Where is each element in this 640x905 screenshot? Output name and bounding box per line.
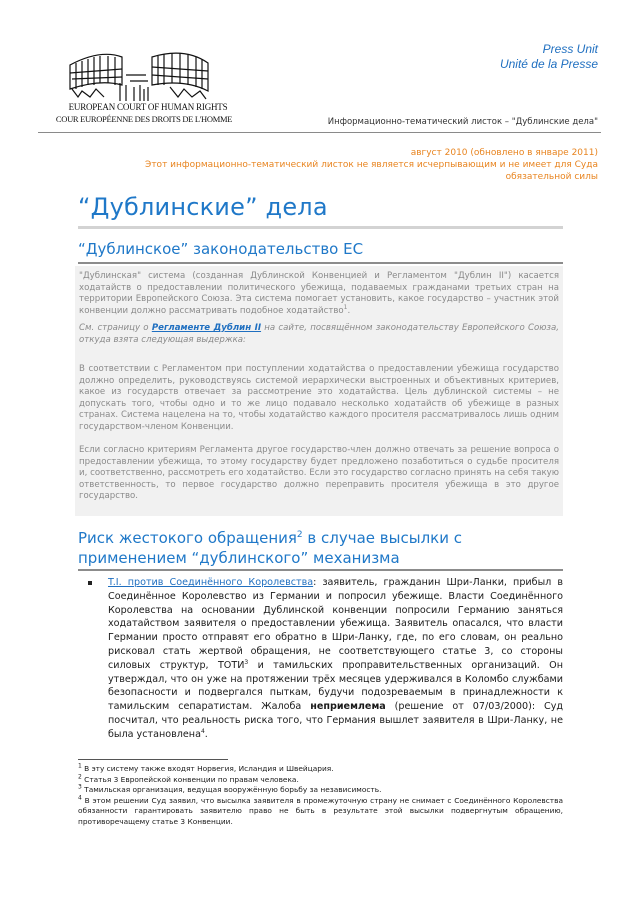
footnote-divider (78, 759, 228, 760)
case-link-ti-v-uk[interactable]: T.I. против Соединённого Королевства (108, 577, 314, 588)
footnote-ref[interactable]: 4 (200, 727, 205, 735)
court-building-icon (60, 45, 240, 105)
footnote-ref[interactable]: 2 (296, 530, 303, 540)
page-title: “Дублинские” дела (78, 193, 328, 221)
disclaimer-line-2: обязательной силы (505, 172, 598, 182)
header-divider (38, 132, 601, 133)
footnote-4: $^4$ В этом решении Суд заявил, что высылка заявителя в промежуточную страну не снимает с Соединённого Королевства обязанности гарантировать заявителю право не быть в результате этой высылки подвергнутым обращению, противоречащему статье 3 Конвенции. (78, 794, 563, 826)
list-item: T.I. против Соединённого Королевства: заявитель, гражданин Шри-Ланки, прибыл в Соединённое Королевство из Германии и попросил убежище. Власти Соединённого Королевства на основании Дублинской конвенции попросили Германию заняться ходатайством заявителя о предоставлении убежища. Заявитель опасался, что власти Германии просто отправят его обратно в Шри-Ланку, где, по его словам, он реально рисковал стать жертвой обращения, не соответствующего статье 3, со стороны силовых структур, ТОТИ$^3$ и тамильских проправительственных организаций. Он утверждал, что он уже на протяжении трёх месяцев удерживался в Коломбо службами безопасности и подвергался пыткам, будучи подозреваемым в принадлежности к тамильским сепаратистам. Жалоба неприемлема (решение от 07/03/2000): Суд посчитал, что реальность риска того, что Германия вышлет заявителя в Шри-Ланку, не была установлена$^4$. (88, 576, 563, 742)
section-divider (78, 262, 563, 264)
inadmissible-label: неприемлема (310, 701, 386, 713)
press-unit-en: Press Unit (542, 42, 598, 56)
info-paragraph-3: В соответствии с Регламентом при поступлении ходатайства о предоставлении убежища государство должно определить, руководствуясь системой иерархически выстроенных и объективных критериев, какое из государств отвечает за рассмотрение это ходатайства. Цель дублинской системы – не допускать того, чтобы одно и то же лицо подавало несколько ходатайств об убежище в разных странах. Система нацелена на то, чтобы ходатайство каждого просителя рассматривалось лишь одним государством-членом Конвенции. (79, 364, 559, 432)
info-paragraph-4: Если согласно критериям Регламента другое государство-член должно отвечать за решение вопроса о предоставлении убежища, то этому государству будет предложено позаботиться о судьбе просителя и, соответственно, рассмотреть его ходатайство. Если это государство согласно принять на себя такую ответственность, то первое государство должно переправить просителя убежища в это другое государство. (79, 445, 559, 501)
section-heading-dublin-law: “Дублинское” законодательство ЕС (78, 240, 364, 258)
disclaimer-line-1: Этот информационно-тематический листок не является исчерпывающим и не имеет для Суда (145, 160, 598, 170)
footnotes (78, 764, 563, 828)
court-name-fr: COUR EUROPÉENNE DES DROITS DE L'HOMME (55, 114, 233, 124)
title-divider (78, 226, 563, 229)
footnote-2: $^2$ Статья 3 Европейской конвенции по правам человека. (78, 773, 299, 784)
bullet-icon (88, 581, 92, 585)
footnote-1: $^1$ В эту систему также входят Норвегия, Исландия и Швейцария. (78, 762, 334, 773)
document-meta (78, 147, 598, 183)
press-unit (500, 42, 598, 72)
footnote-ref[interactable]: 3 (244, 658, 249, 666)
publication-date: август 2010 (обновлено в январе 2011) (410, 148, 598, 158)
dublin-ii-regulation-link[interactable]: Регламенте Дублин II (151, 323, 262, 333)
section-divider (78, 569, 563, 571)
info-box (75, 266, 563, 516)
header-caption: Информационно-тематический листок – "Дублинские дела" (327, 117, 598, 127)
footnote-ref[interactable]: 1 (343, 303, 348, 311)
court-name-en: EUROPEAN COURT OF HUMAN RIGHTS (68, 102, 228, 112)
court-building-logo (60, 45, 240, 105)
footnote-3: $^3$ Тамильская организация, ведущая вооружённую борьбу за независимость. (78, 783, 382, 795)
section-heading-ill-treatment-risk: Риск жестокого обращения$^2$ в случае высылки с применением “дублинского” механизма (78, 529, 462, 567)
press-unit-fr: Unité de la Presse (499, 57, 598, 71)
case-list (88, 576, 563, 742)
info-paragraph-2: См. страницу о Регламенте Дублин II на сайте, посвящённом законодательству Европейского Союза, откуда взята следующая выдержка: (79, 323, 560, 345)
info-paragraph-1: "Дублинская" система (созданная Дублинской Конвенцией и Регламентом "Дублин II") касается ходатайств о предоставлении политического убежища, подаваемых гражданами третьих стран на территории Европейского Союза. Эта система помогает установить, какое государство – участник этой конвенции должно рассматривать подобное ходатайство$^1$. (79, 271, 559, 316)
